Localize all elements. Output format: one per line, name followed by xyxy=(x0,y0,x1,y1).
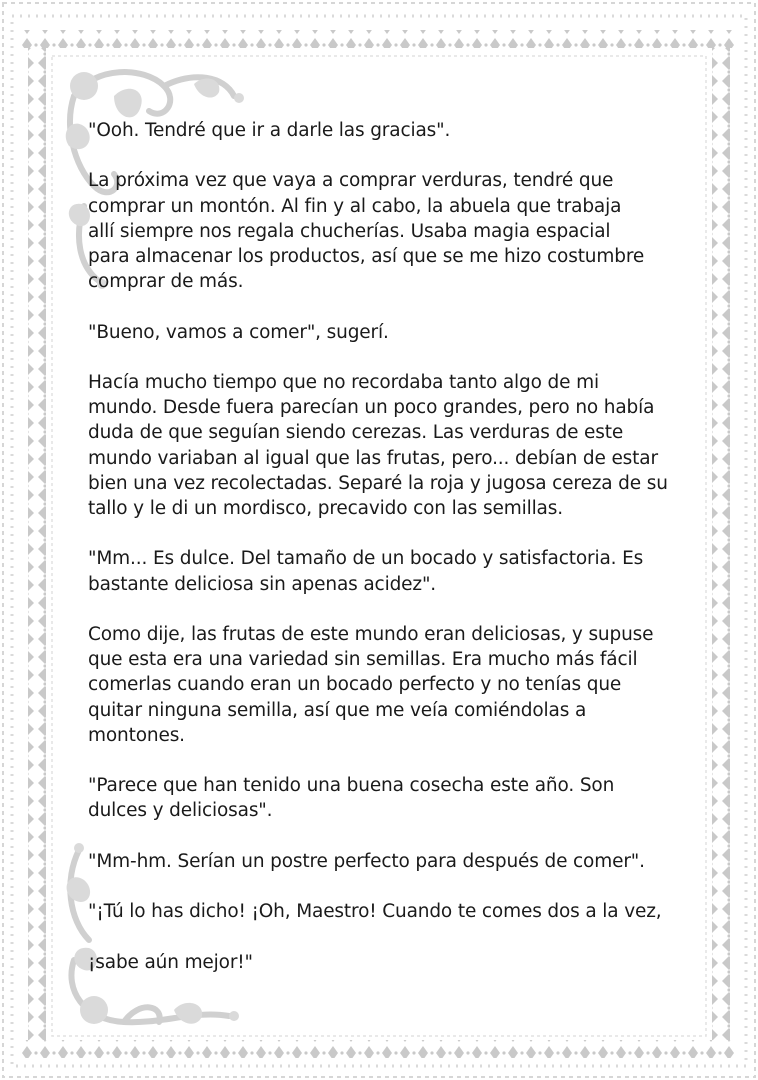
paragraph: "Mm-hm. Serían un postre perfecto para después de comer". xyxy=(88,850,645,872)
paragraph: Como dije, las frutas de este mundo eran deliciosas, y supuse que esta era una variedad sin semillas. Era mucho más fácil comerlas cuando eran un bocado perfecto y no tenías que quitar ninguna semilla, así que me veía comiéndolas a montones. xyxy=(88,623,654,746)
paragraph: "¡Tú lo has dicho! ¡Oh, Maestro! Cuando te comes dos a la vez, xyxy=(88,901,662,923)
paragraph: "Parece que han tenido una buena cosecha este año. Son dulces y deliciosas". xyxy=(88,775,615,822)
paragraph: ¡sabe aún mejor!" xyxy=(88,951,253,973)
paragraph: "Mm... Es dulce. Del tamaño de un bocado y satisfactoria. Es bastante deliciosa sin apenas acidez". xyxy=(88,548,644,595)
paragraph: Hacía mucho tiempo que no recordaba tanto algo de mi mundo. Desde fuera parecían un poco grandes, pero no había duda de que seguían siendo cerezas. Las verduras de este mundo variaban al igual que las frutas, pero... debían de estar bien una vez recolectadas. Separé la roja y jugosa cereza de su tallo y le di un mordisco, precavido con las semillas. xyxy=(88,371,668,519)
paragraph: "Bueno, vamos a comer", sugerí. xyxy=(88,321,389,343)
paragraph: La próxima vez que vaya a comprar verduras, tendré que comprar un montón. Al fin y al cabo, la abuela que trabaja allí siempre nos regala chucherías. Usaba magia espacial para almacenar los productos, así que se me hizo costumbre comprar de más. xyxy=(88,170,645,293)
body-text xyxy=(88,118,688,1000)
paragraph: "Ooh. Tendré que ir a darle las gracias". xyxy=(88,120,451,141)
